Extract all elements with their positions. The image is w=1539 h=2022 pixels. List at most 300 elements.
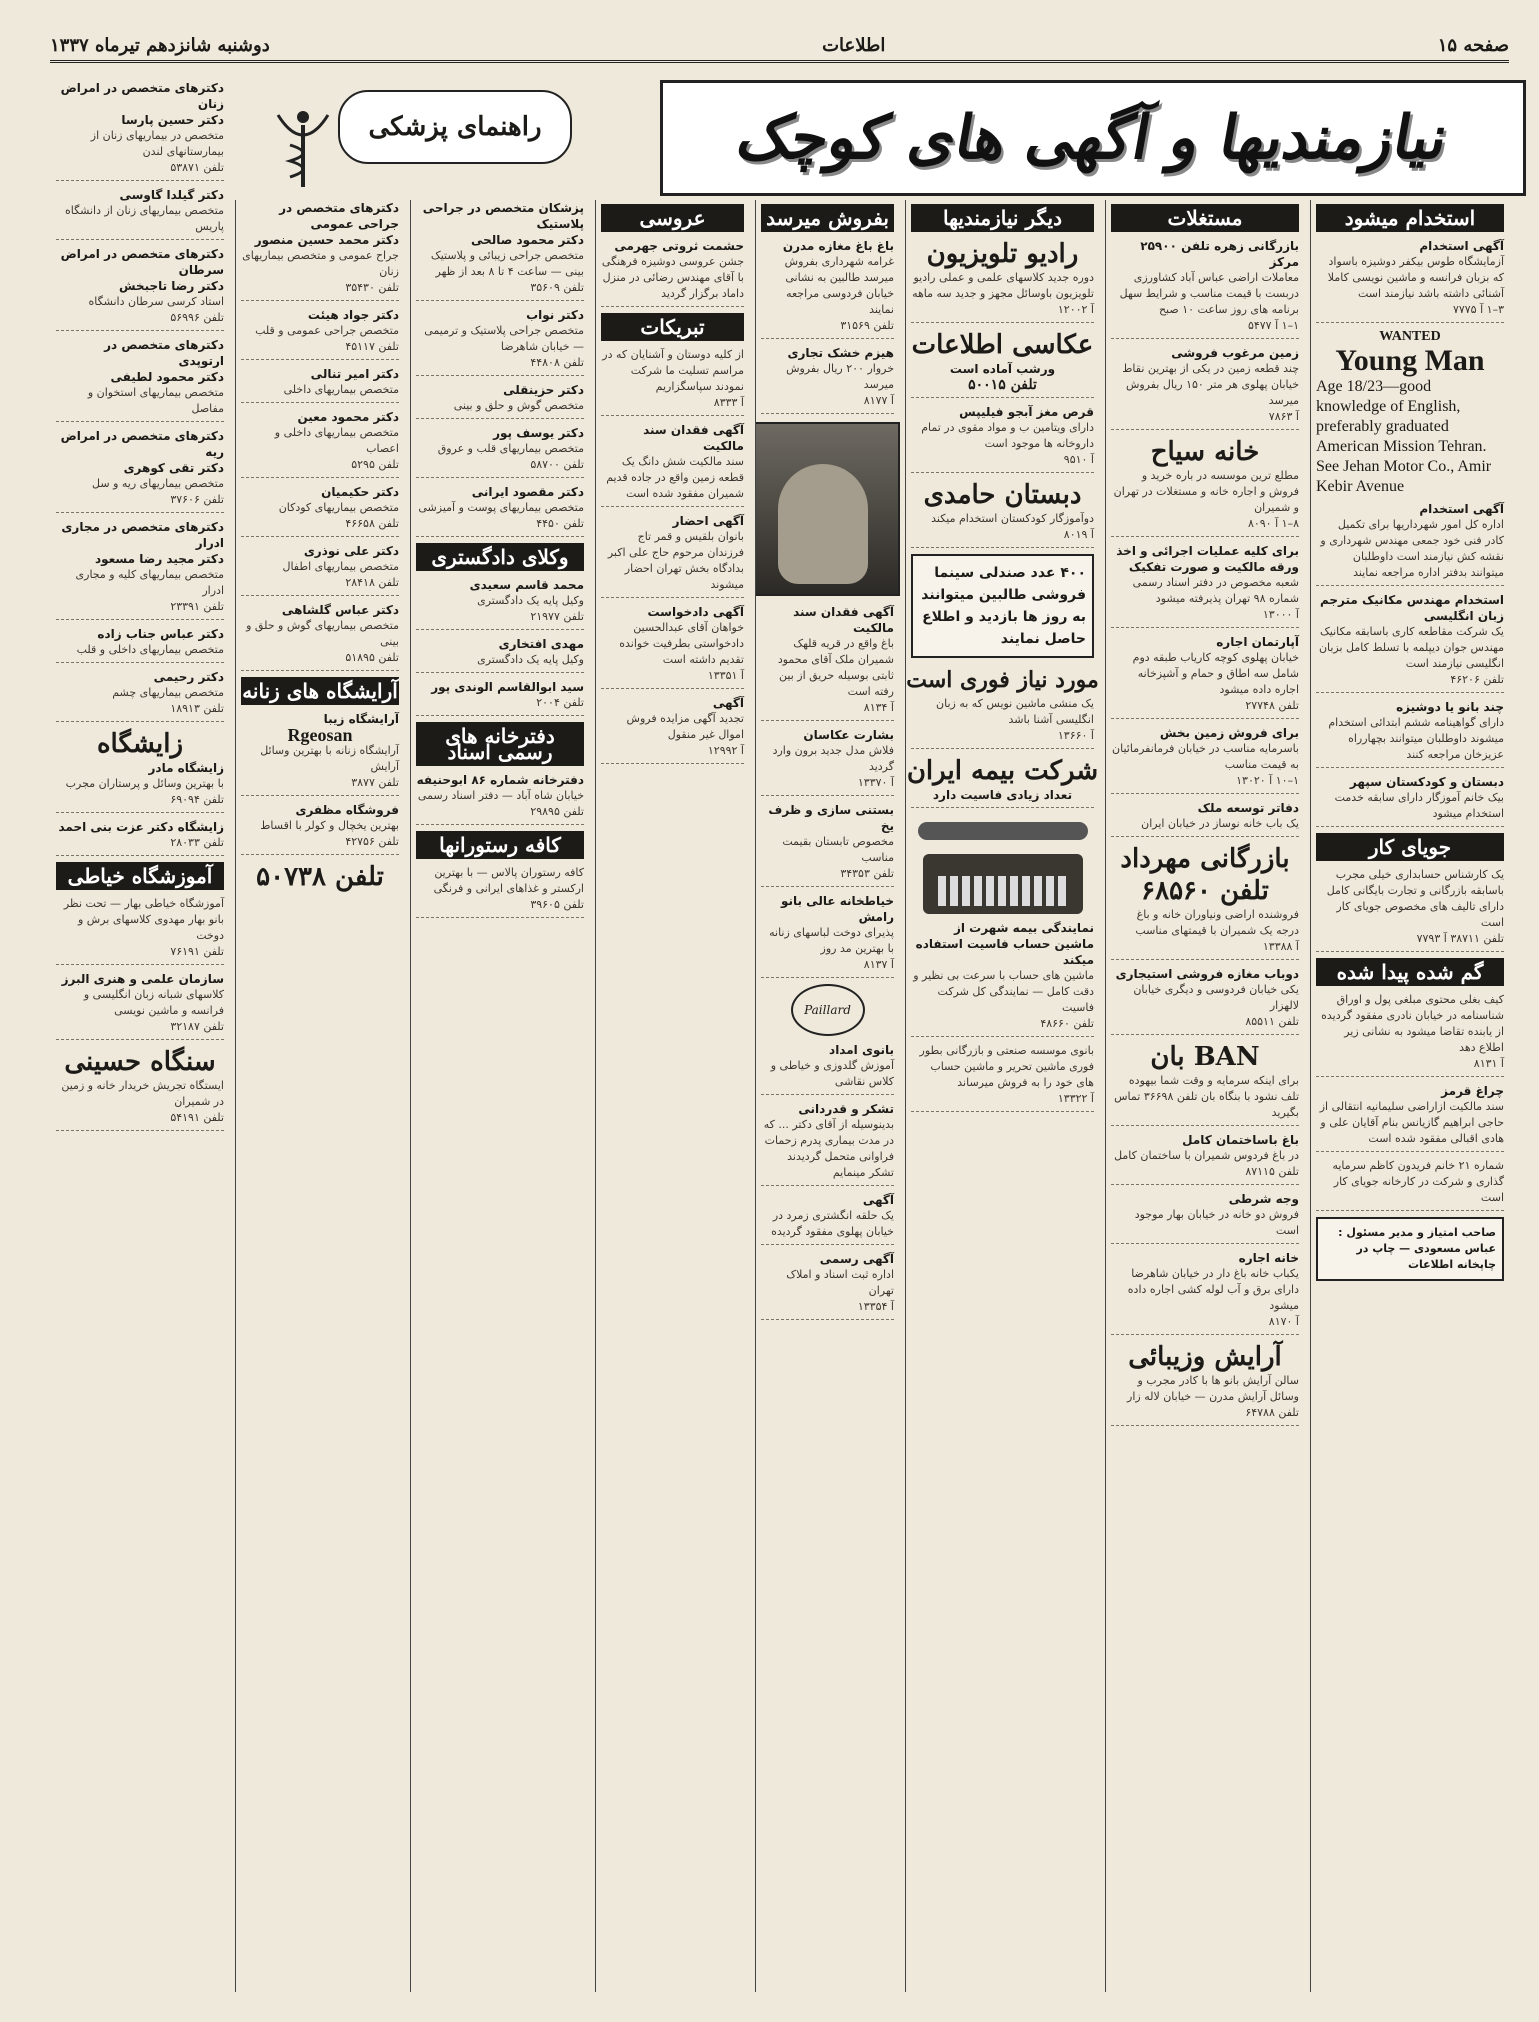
list-item [241, 484, 399, 537]
ad-heading: آگهی فقدان سند مالکیت [643, 423, 744, 453]
ad-phone: آ ۸۱۳۷ [863, 958, 894, 971]
ad-heading: بازرگانی زهره تلفن ۲۵۹۰۰ مرکز [1140, 239, 1299, 269]
ad-text: متخصص بیماریهای چشم [112, 686, 224, 699]
ad-text: جراح عمومی و متخصص بیماریهای زنان [242, 249, 399, 278]
ad-phone: ۸–۱ آ ۸۰۹۰ [1247, 517, 1299, 530]
list-item [241, 802, 399, 855]
doctor-name: دکتر حکیمیان [321, 485, 399, 499]
doctor-name: دکتر مقصود ایرانی [471, 485, 584, 499]
ad-text: معاملات اراضی عباس آباد کشاورزی دربست با قیمت مناسب و شرایط سهل برنامه های روز ساعت ۱۰ صبح [1119, 271, 1299, 316]
list-item [911, 1043, 1094, 1112]
ad-text: آزمایشگاه طوس بیکفر دوشیزه باسواد که بزبان فرانسه و ماشین نویسی کاملا آشنائی داشته باشد نیازمند است [1327, 255, 1504, 300]
ad-heading: خانه اجاره [1238, 1251, 1299, 1265]
ad-phone: تلفن ۳۸۷۷ [351, 776, 399, 789]
ad-phone: تلفن ۶۴۷۸۸ [1245, 1406, 1299, 1419]
list-item [416, 636, 584, 673]
ad-heading: خیاطخانه عالی بانو رامش [780, 894, 894, 924]
cinema-ad [911, 554, 1094, 658]
list-item [1111, 345, 1299, 430]
section-other: دیگر نیازمندیها [911, 204, 1094, 232]
list-item [1111, 468, 1299, 537]
ad-text: مخصوص تابستان بقیمت مناسب [782, 835, 894, 864]
display-ad-phone: تلفن ۵۰۷۳۸ [256, 862, 384, 892]
ad-phone: آ ۱۳۰۰۰ [1262, 608, 1299, 621]
ad-text: متخصص گوش و حلق و بینی [453, 399, 584, 412]
ad-text: استاد کرسی سرطان دانشگاه [88, 295, 224, 308]
ad-phone: آ ۱۳۶۶۰ [1057, 729, 1094, 742]
display-ad-title: بازرگانی مهرداد [1120, 844, 1290, 874]
ad-phone: آ ۹۵۱۰ [1063, 453, 1094, 466]
list-item [1316, 501, 1504, 586]
ad-text: یک حلقه انگشتری زمرد در خیابان پهلوی مفقود گردیده [771, 1209, 894, 1238]
ad-phone: آ ۸۳۳۳ [713, 396, 744, 409]
ad-text: دارای گواهینامه ششم ابتدائی استخدام میشوند داوطلبان میتوانند بچهارراه عزیزخان مراجعه کنند [1328, 716, 1504, 761]
ad-heading: آگهی [862, 1193, 894, 1207]
display-ad-title: عکاسی اطلاعات [911, 330, 1094, 360]
doctor-name: دکتر محمود معین [297, 410, 399, 424]
ad-heading: دبستان و کودکستان سپهر [1349, 775, 1504, 789]
doctor-name: دکتر جواد هیئت [307, 308, 399, 322]
ad-heading: پزشکان متخصص در جراحی پلاستیک [422, 201, 584, 231]
section-jobs: جویای کار [1316, 833, 1504, 861]
list-item [1111, 725, 1299, 794]
ad-text: متخصص بیماریهای زنان از دانشگاه پاریس [64, 204, 224, 233]
ad-text: بیک خانم آموزگار دارای سابقه خدمت استخدام میشود [1334, 791, 1504, 820]
ad-text: غرامه شهرداری بفروش میرسد طالبین به نشانی خیابان فردوسی مراجعه نمایند [784, 255, 894, 316]
ad-phone: تلفن ۳۵۴۳۰ [345, 281, 399, 294]
section-condolence: تبریکات [601, 313, 744, 341]
list-item [911, 404, 1094, 473]
list-item [1111, 800, 1299, 837]
ad-heading: ورشب آماده است [949, 362, 1056, 376]
list-item [416, 484, 584, 537]
ad-heading: باغ باساختمان کامل [1182, 1133, 1299, 1147]
list-item [1111, 634, 1299, 719]
ad-heading: آگهی استخدام [1419, 502, 1504, 516]
ad-phone: تلفن ۵۴۱۹۱ [170, 1111, 224, 1124]
ad-heading: آگهی احضار [672, 514, 744, 528]
ad-text: آموزش گلدوزی و خیاطی و کلاس نقاشی [770, 1059, 894, 1088]
ad-text: متخصص بیماریهای داخلی [283, 383, 399, 396]
ad-heading: آگهی رسمی [819, 1252, 894, 1266]
list-item [761, 727, 894, 796]
ad-text: مطلع ترین موسسه در باره خرید و فروش و اجاره خانه و مستغلات در تهران و شمیران [1113, 469, 1299, 514]
ad-text: خروار ۲۰۰ ریال بفروش میرسد [786, 362, 894, 391]
ad-phone: ۱–۱۰ آ ۱۳۰۲۰ [1236, 774, 1299, 787]
ad-text: جشن عروسی دوشیزه فرهنگی با آقای مهندس رضائی در منزل داماد برگزار گردید [601, 255, 744, 300]
list-item [911, 787, 1094, 808]
ad-text: دوره جدید کلاسهای علمی و عملی رادیو تلویزیون باوسائل مجهز و جدید سه ماهه [912, 271, 1094, 300]
ad-heading: بستنی سازی و ظرف یخ [768, 803, 894, 833]
ad-text: باسرمایه مناسب در خیابان فرمانفرمائیان به قیمت مناسب [1112, 742, 1299, 771]
ad-heading: وجه شرطی [1228, 1192, 1299, 1206]
list-item [56, 80, 224, 181]
display-ad-title: BAN بان [1150, 1042, 1260, 1072]
ad-phone: تلفن ۳۹۶۰۵ [530, 898, 584, 911]
section-sale: بفروش میرسد [761, 204, 894, 232]
ad-text: خیابان پهلوی کوچه کاریاب طبقه دوم شامل سه اطاق و حمام و آشپزخانه اجاره داده میشود [1132, 651, 1299, 696]
ad-phone: تلفن ۵۲۹۵ [351, 458, 399, 471]
list-item [601, 238, 744, 307]
ad-text: از کلیه دوستان و آشنایان که در مراسم تسلیت ما شرکت نمودند سپاسگزاریم [602, 348, 744, 393]
list-item [601, 422, 744, 507]
ad-text: متخصص بیماریهای کلیه و مجاری ادرار [75, 568, 224, 597]
column-property [1105, 200, 1305, 1992]
ad-text: متخصص بیماریهای استخوان و مفاصل [87, 386, 224, 415]
list-item [241, 602, 399, 671]
list-item [416, 200, 584, 301]
ad-heading: دکترهای متخصص در مجاری ادرار [61, 520, 224, 550]
ad-phone: تلفن ۶۹۰۹۴ [170, 793, 224, 806]
ad-phone: تلفن ۴۵۱۱۷ [345, 340, 399, 353]
list-item [241, 307, 399, 360]
column-divider [755, 200, 756, 1992]
list-item [911, 270, 1094, 323]
ad-phone: تلفن ۳۷۶۰۶ [170, 493, 224, 506]
ad-text: یک باب خانه نوساز در خیابان ایران [1141, 817, 1299, 830]
ad-text: بانوی موسسه صنعتی و بازرگانی بطور فوری ماشین تحریر و ماشین حساب های خود را به فروش میرساند [919, 1044, 1094, 1089]
doctor-name: دکتر محمد حسین منصور [254, 233, 399, 247]
ad-heading: بشارت عکاسان [803, 728, 894, 742]
doctor-name: دکتر رحیمی [153, 670, 224, 684]
ad-text: چند قطعه زمین در یکی از بهترین نقاط خیابان پهلوی هر متر ۱۵۰ ریال بفروش میرسد [1122, 362, 1299, 407]
ad-text: متخصص جراحی عمومی و قلب [255, 324, 399, 337]
lawyer-name: مهدی افتخاری [498, 637, 584, 651]
ad-heading: هیزم خشک تجاری [787, 346, 894, 360]
section-beauty-salons: آرایشگاه های زنانه [242, 679, 398, 703]
ad-text: ایستگاه تجریش خریدار خانه و زمین در شمیران [61, 1079, 224, 1108]
ad-text: یک کارشناس حسابداری خیلی مجرب باسابقه بازرگانی و تجارت بایگانی کامل دارای تالیف های مخصوص جویای کار است [1326, 868, 1504, 929]
publisher-notice [1316, 1217, 1504, 1281]
column-divider [1310, 200, 1311, 1992]
doctor-name: دکتر حزینقلی [503, 383, 584, 397]
ad-heading: دفاتر توسعه ملک [1197, 801, 1299, 815]
ad-text: فروشنده اراضی ونیاوران خانه و باغ درجه یک شمیران با قیمتهای مناسب [1135, 908, 1299, 937]
section-cafe: کافه رستورانها [416, 831, 584, 859]
section-maternity: زایشگاه [96, 729, 184, 759]
portrait-photo [755, 422, 900, 596]
ad-heading: قرص مغز آبجو فیلیپس [959, 405, 1094, 419]
ad-heading: برای کلیه عملیات اجرائی و اخذ ورقه مالکیت و صورت تفکیک [1116, 544, 1299, 574]
list-item [1111, 1073, 1299, 1126]
list-item [241, 366, 399, 403]
column-wedding [595, 200, 750, 1992]
list-item [601, 347, 744, 416]
list-item [241, 409, 399, 478]
ad-text: آموزشگاه خیاطی بهار — تحت نظر بانو بهار مهدوی کلاسهای برش و دوخت [63, 897, 224, 942]
list-item [416, 679, 584, 716]
list-item [56, 1078, 224, 1131]
ad-phone: تلفن ۷۶۱۹۱ [170, 945, 224, 958]
ad-phone: تلفن ۴۴۸۰۸ [530, 356, 584, 369]
caduceus-icon [268, 95, 338, 190]
list-item [761, 1251, 894, 1320]
list-item [1111, 238, 1299, 339]
ad-text: اداره ثبت اسناد و املاک تهران [786, 1268, 894, 1297]
ad-phone: تلفن ۳۱۵۶۹ [840, 319, 894, 332]
doctor-name: دکتر نواب [526, 308, 584, 322]
wanted-text: Age 18/23—good knowledge of English, preferably graduated American Mission Tehran. See Jehan Motor Co., Amir Kebir Avenue [1316, 378, 1492, 495]
notice-text: صاحب امتیاز و مدیر مسئول : عباس مسعودی — چاپ در چاپخانه اطلاعات [1338, 1226, 1496, 1271]
list-item [911, 511, 1094, 548]
ad-phone: تلفن ۱۸۹۱۳ [170, 702, 224, 715]
paillard-logo-icon: Paillard [791, 984, 865, 1036]
list-item [1316, 238, 1504, 323]
list-item [56, 187, 224, 240]
display-ad-title: مورد نیاز فوری است [906, 667, 1099, 693]
column-sale [755, 200, 900, 1992]
section-lost-found: گم شده پیدا شده [1316, 958, 1504, 986]
ad-heading: حشمت ثروتی جهرمی [614, 239, 744, 253]
ad-heading: تعداد زیادی فاسیت دارد [932, 788, 1073, 802]
ad-text: متخصص بیماریهای داخلی و اعصاب [274, 426, 399, 455]
wanted-title: WANTED [1379, 329, 1441, 344]
ad-heading: بانوی امداد [829, 1043, 894, 1057]
list-item [761, 1101, 894, 1186]
list-item [56, 971, 224, 1040]
section-wedding: عروسی [601, 204, 744, 232]
display-ad-title: سنگاه حسینی [64, 1047, 216, 1077]
ad-phone: آ ۱۳۳۸۸ [1262, 940, 1299, 953]
ad-text: بدینوسیله از آقای دکتر ... که در مدت بیماری پدرم زحمات فراوانی متحمل گردیدند تشکر مینمایم [763, 1118, 894, 1179]
ad-phone: تلفن ۴۸۶۶۰ [1040, 1017, 1094, 1030]
ad-text: خواهان آقای عبدالحسین دادخواستی بطرفیت خوانده تقدیم داشته است [619, 621, 744, 666]
ad-heading: فروشگاه مظفری [295, 803, 399, 817]
page-number: صفحه ۱۵ [1437, 34, 1509, 56]
list-item [1316, 992, 1504, 1077]
column-doctors-a [410, 200, 590, 1992]
column-employment [1310, 200, 1510, 1992]
list-item [1111, 1191, 1299, 1244]
ad-phone: تلفن ۵۳۸۷۱ [170, 161, 224, 174]
doctor-name: دکتر امیر تنالی [310, 367, 399, 381]
column-divider [410, 200, 411, 1992]
ad-phone: تلفن ۲۳۳۹۱ [170, 600, 224, 613]
display-ad-title: شرکت بیمه ایران [906, 756, 1099, 786]
list-item [761, 604, 894, 721]
list-item [601, 695, 744, 764]
list-item [1111, 907, 1299, 960]
ad-heading: استخدام مهندس مکانیک مترجم زبان انگلیسی [1319, 593, 1504, 623]
list-item [56, 428, 224, 513]
ad-phone: تلفن ۲۸۴۱۸ [345, 576, 399, 589]
column-divider [1105, 200, 1106, 1992]
ad-phone: آ ۷۸۶۳ [1268, 410, 1299, 423]
section-property: مستغلات [1111, 204, 1299, 232]
newspaper-name: اطلاعات [822, 34, 886, 56]
list-item [1316, 867, 1504, 952]
ad-text: متخصص بیماریهای داخلی و قلب [76, 643, 224, 656]
ad-heading: تشکر و قدردانی [798, 1102, 894, 1116]
column-doctors-c [50, 80, 230, 1992]
ad-text: یک شرکت مقاطعه کاری باسابقه مکانیک مهندس جوان دیپلمه با تسلط کامل بزبان انگلیسی نیازمند است [1318, 625, 1504, 670]
display-ad-phone: تلفن ۶۸۵۶۰ [1141, 876, 1269, 906]
ad-text: بانوان بلقیس و قمر تاج فرزندان مرحوم حاج علی اکبر بدادگاه بخش تهران احضار میشوند [607, 530, 744, 591]
ad-heading: آگهی فقدان سند مالکیت [793, 605, 894, 635]
ad-text: آرایشگاه زنانه با بهترین وسائل آرایش [260, 744, 399, 773]
ad-heading: برای فروش زمین بخش [1159, 726, 1299, 740]
section-employment: استخدام میشود [1316, 204, 1504, 232]
ad-heading: دوباب مغازه فروشی استیجاری [1115, 967, 1299, 981]
ad-phone: آ ۱۳۳۲۲ [1057, 1092, 1094, 1105]
ad-text: فروش دو خانه در خیابان بهار موجود است [1134, 1208, 1299, 1237]
list-item [416, 772, 584, 825]
ad-text: ۴۰۰ عدد صندلی سینما فروشی طالبین میتوانند به روز ها بازدید و اطلاع حاصل نمایند [921, 565, 1086, 647]
list-item [761, 802, 894, 887]
list-item [56, 819, 224, 856]
section-lawyers: وکلای دادگستری [416, 543, 584, 571]
ad-heading: سازمان علمی و هنری البرز [61, 972, 224, 986]
doctor-name: دکتر گیلدا گاوسی [119, 188, 224, 202]
list-item [56, 626, 224, 663]
ad-text: ماشین های حساب با سرعت بی نظیر و دقت کامل — نمایندگی کل شرکت فاسیت [913, 969, 1094, 1014]
list-item [241, 543, 399, 596]
ad-phone: تلفن ۵۸۷۰۰ [530, 458, 584, 471]
list-item [761, 1192, 894, 1245]
ad-text: متخصص بیماریهای گوش و حلق و بینی [246, 619, 399, 648]
salon-name: Rgeosan [287, 725, 353, 745]
ad-text: خیابان شاه آباد — دفتر اسناد رسمی [417, 789, 584, 802]
list-item [56, 760, 224, 813]
doctor-name: دکتر محمود صالحی [470, 233, 584, 247]
list-item [1111, 1132, 1299, 1185]
ad-phone: آ ۱۳۳۵۱ [707, 669, 744, 682]
ad-text: برای اینکه سرمایه و وقت شما بیهوده تلف نشود با بنگاه بان تلفن ۳۶۶۹۸ تماس بگیرید [1114, 1074, 1299, 1119]
list-item [1111, 1250, 1299, 1335]
list-item [1316, 592, 1504, 693]
ad-text: سند مالکیت ازاراضی سلیمانیه انتقالی از حاجی ابراهیم گازیانس بنام آقایان علی و هادی اقبالی مفقود شده است [1319, 1100, 1504, 1145]
ad-phone: آ ۸۱۳۱ [1473, 1057, 1504, 1070]
ad-heading: دکترهای متخصص در امراض سرطان [60, 247, 224, 277]
list-item [601, 513, 744, 598]
ad-text: یکباب خانه باغ دار در خیابان شاهرضا دارای برق و آب لوله کشی اجاره داده میشود [1127, 1267, 1299, 1312]
wanted-headline: Young Man [1335, 344, 1485, 377]
ad-phone: آ ۱۳۳۷۰ [857, 776, 894, 789]
list-item [1316, 699, 1504, 768]
doctor-name: دکتر مجید رضا مسعود [94, 552, 224, 566]
ad-heading: دکترهای متخصص در ارتوپدی [104, 338, 224, 368]
ad-heading: آگهی استخدام [1419, 239, 1504, 253]
list-item [416, 865, 584, 918]
ad-text: متخصص جراحی پلاستیک و ترمیمی — خیابان شاهرضا [424, 324, 584, 353]
ad-phone: تلفن ۳۲۱۸۷ [170, 1020, 224, 1033]
ad-heading: چند بانو یا دوشیزه [1396, 700, 1504, 714]
ad-text: متخصص بیماریهای ریه و سل [92, 477, 224, 490]
ad-text: دارای ویتامین ب و مواد مقوی در تمام داروخانه ها موجود است [921, 421, 1094, 450]
issue-date: دوشنبه شانزدهم تیرماه ۱۳۳۷ [50, 34, 270, 56]
list-item [56, 519, 224, 620]
ad-text: یکی خیابان فردوسی و دیگری خیابان لالهزار [1133, 983, 1299, 1012]
ad-phone: تلفن ۲۱۹۷۷ [530, 610, 584, 623]
ad-text: شعبه مخصوص در دفتر اسناد رسمی شماره ۹۸ تهران پذیرفته میشود [1132, 576, 1299, 605]
ad-phone: تلفن ۴۴۵۰ [536, 517, 584, 530]
ad-phone: تلفن ۵۶۹۹۶ [170, 311, 224, 324]
ad-phone: تلفن ۲۷۷۴۸ [1245, 699, 1299, 712]
doctor-name: دکتر تقی کوهری [123, 461, 224, 475]
list-item [416, 577, 584, 630]
ad-text: بهترین یخچال و کولر با اقساط [260, 819, 399, 832]
list-item [761, 238, 894, 339]
ad-heading: آرایشگاه زیبا [323, 712, 399, 726]
doctor-name: دکتر رضا تاجبخش [118, 279, 224, 293]
ad-text: سند مالکیت شش دانگ یک قطعه زمین واقع در جاده قدیم شمیران مفقود شده است [606, 455, 744, 500]
ad-heading: آپارتمان اجاره [1216, 635, 1299, 649]
masthead-title: نیازمندیها و آگهی های کوچک [732, 103, 1454, 173]
ad-text: متخصص جراحی زیبائی و پلاستیک بینی — ساعت ۴ تا ۸ بعد از ظهر [430, 249, 584, 278]
list-item [241, 200, 399, 301]
classifieds-masthead [660, 80, 1526, 196]
ad-text: متخصص بیماریهای اطفال [282, 560, 399, 573]
ad-text: سالن آرایش بانو ها با کادر مجرب و وسائل آرایش مدرن — خیابان لاله زار [1127, 1374, 1299, 1403]
ad-heading: دکترهای متخصص در امراض ریه [60, 429, 224, 459]
ad-phone: ۳–۱ آ ۷۷۷۵ [1452, 303, 1504, 316]
ad-phone: تلفن ۴۶۶۵۸ [345, 517, 399, 530]
medical-guide-title: راهنمای پزشکی [338, 90, 572, 164]
list-item [1111, 543, 1299, 628]
list-item [1316, 1083, 1504, 1152]
ad-phone: آ ۱۳۳۵۴ [857, 1300, 894, 1313]
ad-heading: دکترهای متخصص در امراض زنان [60, 81, 224, 111]
ad-text: وکیل پایه یک دادگستری [477, 653, 584, 666]
ad-text: متخصص در بیماریهای زنان از بیمارستانهای لندن [90, 129, 224, 158]
list-item [56, 246, 224, 331]
ad-heading: دفترخانه شماره ۸۶ ابوحنیفه [416, 773, 584, 787]
ad-phone: تلفن ۸۷۱۱۵ [1245, 1165, 1299, 1178]
section-buildings: دفترخانه های رسمی اسناد [416, 722, 584, 766]
ad-heading: چراغ قرمز [1441, 1084, 1504, 1098]
ad-text: کافه رستوران پالاس — با بهترین ارکستر و غذاهای ایرانی و فرنگی [433, 866, 584, 895]
list-item [416, 382, 584, 419]
ad-text: تجدید آگهی مزایده فروش اموال غیر منقول [626, 712, 744, 741]
list-item [1111, 966, 1299, 1035]
doctor-name: دکتر عباس جناب زاده [97, 627, 224, 641]
ad-text: با بهترین وسائل و پرستاران مجرب [65, 777, 224, 790]
ad-phone: آ ۱۲۰۰۲ [1057, 303, 1094, 316]
ad-text: در باغ فردوس شمیران با ساختمان کامل [1114, 1149, 1299, 1162]
column-other [905, 200, 1100, 1992]
ad-text: یک منشی ماشین نویس که به زبان انگلیسی آشنا باشد [936, 697, 1094, 726]
column-doctors-b [235, 200, 405, 1992]
ad-text: باغ واقع در قریه قلهک شمیران ملک آقای محمود ثابتی بوسیله حریق از بین رفته است [777, 637, 894, 698]
ad-phone: تلفن ۵۰۰۱۵ [968, 377, 1037, 393]
ad-heading: زایشگاه دکتر عزت بنی احمد [58, 820, 224, 834]
ad-phone: آ ۸۰۱۹ [1063, 528, 1094, 541]
ad-phone: تلفن ۵۱۸۹۵ [345, 651, 399, 664]
display-ad-title: خانه سیاح [1150, 437, 1260, 467]
ad-heading: آگهی [712, 696, 744, 710]
ad-text: دوآموزگار کودکستان استخدام میکند [931, 512, 1094, 525]
ad-text: متخصص بیماریهای پوست و آمیزشی [418, 501, 584, 514]
ad-phone: تلفن ۸۵۵۱۱ [1245, 1015, 1299, 1028]
lawyer-name: محمد قاسم سعیدی [469, 578, 584, 592]
list-item [601, 604, 744, 689]
list-item [1111, 1373, 1299, 1426]
column-divider [905, 200, 906, 1992]
ad-text: وکیل پایه یک دادگستری [477, 594, 584, 607]
ad-text: متخصص بیماریهای کودکان [278, 501, 399, 514]
ad-text: اداره کل امور شهرداریها برای تکمیل کادر فنی خود جمعی مهندس شهرداری و نقشه کش نیازمند است داوطلبان میتوانند بدفتر اداره مراجعه نمایند [1320, 518, 1504, 579]
list-item [761, 345, 894, 414]
ad-phone: تلفن ۲۹۸۹۵ [530, 805, 584, 818]
ad-heading: زمین مرغوب فروشی [1171, 346, 1299, 360]
ad-text: کیف بغلی محتوی مبلغی پول و اوراق شناسنامه در خیابان نادری مفقود گردیده از یابنده تقاضا میشود به نشانی زیر اطلاع دهد [1321, 993, 1504, 1054]
list-item [1316, 774, 1504, 827]
ad-heading: باغ باغ مغازه مدرن [782, 239, 894, 253]
section-tailoring: آموزشگاه خیاطی [56, 862, 224, 890]
ad-phone: تلفن ۲۸۰۳۳ [170, 836, 224, 849]
lawyer-name: سید ابوالقاسم الوندی پور [431, 680, 584, 694]
list-item [241, 711, 399, 796]
